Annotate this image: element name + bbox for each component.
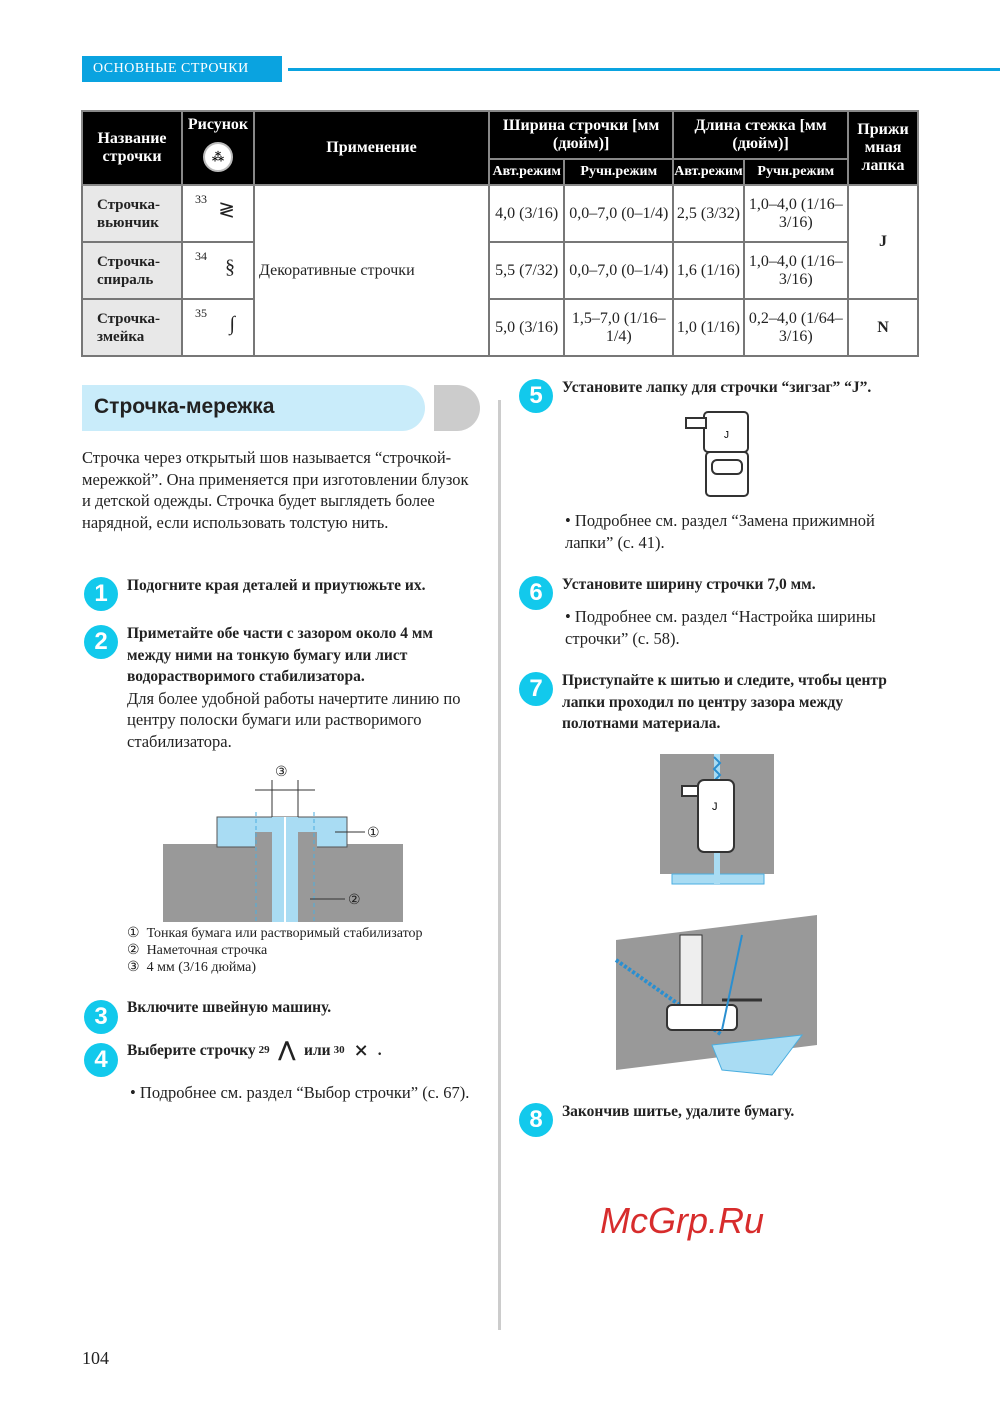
foot-label: J (724, 430, 729, 441)
legend-label: Наметочная строчка (146, 943, 268, 958)
application-cell: Декоративные строчки (254, 185, 489, 356)
banner-decoration (434, 385, 480, 431)
step-4-text (127, 1040, 382, 1062)
intro-text: Строчка через открытый шов называется “строчкой-мережкой”. Она применяется при изготовлении блузок и детской одежды. Строчка будет выглядеть более нарядной, если использовать толстую нить. (82, 448, 469, 532)
col-width: Ширина строчки [мм (дюйм)] (489, 111, 673, 159)
col-picture (182, 111, 254, 185)
width-manual: 0,0–7,0 (0–1/4) (564, 242, 673, 299)
foot-n: N (848, 299, 918, 356)
width-auto: 5,0 (3/16) (489, 299, 564, 356)
stitch-30-icon: ⨯ (353, 1040, 369, 1060)
header-rule (288, 68, 1000, 71)
step-4-note: • Подробнее см. раздел “Выбор строчки” (с. 67). (130, 1083, 470, 1102)
period: . (377, 1042, 382, 1059)
callout-2: ② (348, 893, 361, 908)
width-auto: 5,5 (7/32) (489, 242, 564, 299)
foot-label: J (712, 801, 718, 813)
width-manual: 0,0–7,0 (0–1/4) (564, 185, 673, 242)
length-manual: 1,0–4,0 (1/16–3/16) (744, 242, 848, 299)
watermark: McGrp.Ru (600, 1200, 765, 1241)
stitch-number: 34 (195, 249, 207, 263)
section-title-banner (82, 385, 482, 431)
step-6-text: Установите ширину строчки 7,0 мм. (562, 576, 816, 593)
col-width-auto: Авт.режим (489, 159, 564, 185)
step-4-note-text: Подробнее см. раздел “Выбор строчки” (с. 67). (139, 1083, 470, 1102)
table-row (82, 242, 918, 299)
length-auto: 1,6 (1/16) (673, 242, 743, 299)
step-number-4: 4 (84, 1043, 118, 1077)
col-width-manual: Ручн.режим (564, 159, 673, 185)
length-auto: 2,5 (3/32) (673, 185, 743, 242)
stitch-29-icon: ⋀ (278, 1039, 296, 1061)
stitch-name: Строчка-змейка (82, 299, 182, 356)
step-6-note-text: Подробнее см. раздел “Настройка ширины строчки” (с. 58). (565, 607, 876, 648)
step-2-text: Приметайте обе части с зазором около 4 мм между ними на тонкую бумагу или лист водорастворимого стабилизатора. (127, 625, 433, 685)
step-2-detail: Для более удобной работы начертите линию по центру полоски бумаги или растворимого стабилизатора. (127, 688, 461, 751)
stitch-name: Строчка-спираль (82, 242, 182, 299)
width-auto: 4,0 (3/16) (489, 185, 564, 242)
section-header: ОСНОВНЫЕ СТРОЧКИ (82, 56, 282, 82)
col-length-auto: Авт.режим (673, 159, 743, 185)
foot-j: J (848, 185, 918, 299)
col-name: Название строчки (82, 111, 182, 185)
length-auto: 1,0 (1/16) (673, 299, 743, 356)
length-manual: 0,2–4,0 (1/64–3/16) (744, 299, 848, 356)
vine-stitch-icon: ≷ (218, 199, 235, 221)
step-number-7: 7 (519, 672, 553, 706)
spiral-stitch-icon: § (225, 256, 235, 278)
stitch-button-icon: ⁂ (203, 142, 233, 172)
table-row (82, 299, 918, 356)
col-application: Применение (254, 111, 489, 185)
legend-marker: ① (127, 926, 140, 941)
step-3-text: Включите швейную машину. (127, 999, 332, 1016)
step-8-text: Закончив шитье, удалите бумагу. (562, 1103, 795, 1120)
step-1-text: Подогните края деталей и приутюжьте их. (127, 577, 426, 594)
table-row (82, 185, 918, 242)
col-length: Длина стежка [мм (дюйм)] (673, 111, 848, 159)
step-4-label: Выберите строчку (127, 1042, 256, 1059)
step-5-text: Установите лапку для строчки “зигзаг” “J”. (562, 379, 872, 396)
legend-item (127, 925, 497, 942)
stitch-table (81, 110, 919, 357)
step-2-block (127, 623, 487, 752)
legend-label: 4 мм (3/16 дюйма) (146, 960, 257, 975)
legend-label: Тонкая бумага или растворимый стабилизатор (146, 926, 423, 941)
section-title: Строчка-мережка (82, 385, 425, 431)
callout-3: ③ (275, 765, 288, 780)
step-number-2: 2 (84, 625, 118, 659)
stitch-30-number: 30 (333, 1044, 345, 1056)
stitch-name: Строчка-вьюнчик (82, 185, 182, 242)
col-foot: Прижи мная лапка (848, 111, 918, 185)
callout-1: ① (367, 826, 380, 841)
length-manual: 1,0–4,0 (1/16–3/16) (744, 185, 848, 242)
stitch-29-number: 29 (258, 1044, 270, 1056)
col-picture-label: Рисунок (187, 116, 249, 133)
col-length-manual: Ручн.режим (744, 159, 848, 185)
stitch-number: 33 (195, 192, 207, 206)
serpentine-stitch-icon: ∫ (229, 313, 235, 335)
basting-diagram (160, 762, 410, 927)
sewing-top-view-illustration (658, 752, 778, 887)
sewing-machine-illustration (612, 905, 822, 1077)
legend-marker: ② (127, 943, 140, 958)
presser-foot-j-illustration (684, 410, 754, 500)
step-number-1: 1 (84, 577, 118, 611)
step-number-3: 3 (84, 1000, 118, 1034)
step-number-5: 5 (519, 379, 553, 413)
legend-marker: ③ (127, 960, 140, 975)
step-number-8: 8 (519, 1103, 553, 1137)
step-5-note-text: Подробнее см. раздел “Замена прижимной лапки” (с. 41). (565, 511, 875, 552)
stitch-number: 35 (195, 306, 207, 320)
column-divider (498, 400, 501, 1330)
diagram-legend (127, 925, 497, 976)
stitch-picture (182, 242, 254, 299)
step-5-note: • Подробнее см. раздел “Замена прижимной лапки” (с. 41). (565, 511, 875, 552)
width-manual: 1,5–7,0 (1/16–1/4) (564, 299, 673, 356)
step-7-text: Приступайте к шитью и следите, чтобы центр лапки проходил по центру зазора между полотнами материала. (562, 672, 887, 732)
step-6-note: • Подробнее см. раздел “Настройка ширины строчки” (с. 58). (565, 607, 876, 648)
or-label: или (304, 1042, 331, 1059)
step-number-6: 6 (519, 576, 553, 610)
stitch-picture (182, 299, 254, 356)
legend-item (127, 959, 497, 976)
stitch-picture (182, 185, 254, 242)
page-number: 104 (82, 1348, 109, 1368)
section-header-bar (82, 56, 1000, 82)
legend-item (127, 942, 497, 959)
